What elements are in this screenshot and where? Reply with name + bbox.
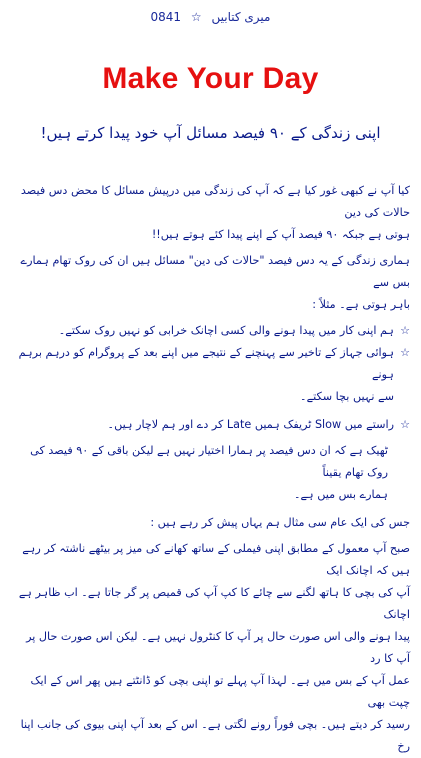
bullet-text: ہوائی جہاز کے تاخیر سے پہنچنے کے نتیجے میں اپنے بعد کے پروگرام کو درہم برہم ہونے bbox=[18, 346, 394, 381]
late-word: Late bbox=[226, 418, 252, 431]
paragraph-line: عمل آپ کے بس میں ہے۔ لہذا آپ پہلے تو اپنی بچی کو ڈانٹتے ہیں پھر اس کے ایک چپت بھی bbox=[30, 674, 410, 709]
star-icon: ☆ bbox=[190, 10, 202, 24]
bullet-text-pre: راستے میں bbox=[344, 418, 394, 431]
star-icon: ☆ bbox=[400, 418, 410, 431]
book-name: میری کتابیں bbox=[211, 10, 271, 24]
paragraph-line: باہر ہوتی ہے۔ مثلاً : bbox=[312, 298, 410, 311]
paragraph-line: ہمارے بس میں ہے۔ bbox=[294, 488, 388, 501]
paragraph-line: صبح آپ معمول کے مطابق اپنی فیملی کے ساتھ کھانے کی میز پر بیٹھے ناشتہ کر رہے ہیں کہ اچانک ایک bbox=[22, 542, 410, 577]
bullet-item bbox=[14, 342, 410, 386]
bullet-item bbox=[14, 320, 410, 342]
bullet-continuation: سے نہیں بچا سکتے۔ bbox=[300, 390, 394, 403]
slow-word: Slow bbox=[314, 418, 342, 431]
star-icon: ☆ bbox=[400, 346, 410, 359]
paragraph-line: ٹھیک ہے کہ ان دس فیصد پر ہمارا اختیار نہیں ہے لیکن باقی کے ۹۰ فیصد کی روک تھام یقیناً bbox=[30, 444, 388, 479]
page-number: 0841 bbox=[150, 10, 182, 24]
star-icon: ☆ bbox=[400, 324, 410, 337]
bullet-text-mid: ٹریفک ہمیں bbox=[254, 418, 312, 431]
bullet-text-post: کر دے اور ہم لاچار ہیں۔ bbox=[107, 418, 224, 431]
paragraph-line: کیا آپ نے کبھی غور کیا ہے کہ آپ کی زندگی میں درپیش مسائل کا محض دس فیصد حالات کی دین bbox=[20, 184, 410, 219]
paragraph-line: جس کی ایک عام سی مثال ہم یہاں پیش کر رہے ہیں : bbox=[150, 516, 410, 529]
page-header bbox=[0, 10, 421, 24]
bullet-text: ہم اپنی کار میں پیدا ہونے والی کسی اچانک خرابی کو نہیں روک سکتے۔ bbox=[58, 324, 394, 337]
page-subtitle: اپنی زندگی کے ۹۰ فیصد مسائل آپ خود پیدا کرتے ہیں! bbox=[40, 124, 381, 142]
paragraph-line: پیدا ہونے والی اس صورت حال پر آپ کا کنٹرول نہیں ہے۔ لیکن اس صورت حال پر آپ کا رد bbox=[26, 630, 410, 665]
page-title: Make Your Day bbox=[102, 62, 319, 95]
bullet-item bbox=[14, 414, 410, 436]
paragraph-line: ہماری زندگی کے یہ دس فیصد "حالات کی دین" مسائل ہیں ان کی روک تھام ہمارے بس سے bbox=[20, 254, 410, 289]
paragraph-line: آپ کی بچی کا ہاتھ لگنے سے چائے کا کپ آپ کی قمیص پر گر جاتا ہے۔ اب ظاہر ہے اچانک bbox=[18, 586, 410, 621]
paragraph-line: ہوتی ہے جبکہ ۹۰ فیصد آپ کے اپنے پیدا کئے ہوتے ہیں!! bbox=[151, 228, 410, 241]
paragraph-line: رسید کر دیتے ہیں۔ بچی فوراً رونے لگتی ہے۔ اس کے بعد آپ اپنی بیوی کی جانب اپنا رخ bbox=[20, 718, 410, 753]
article-body bbox=[14, 180, 410, 758]
